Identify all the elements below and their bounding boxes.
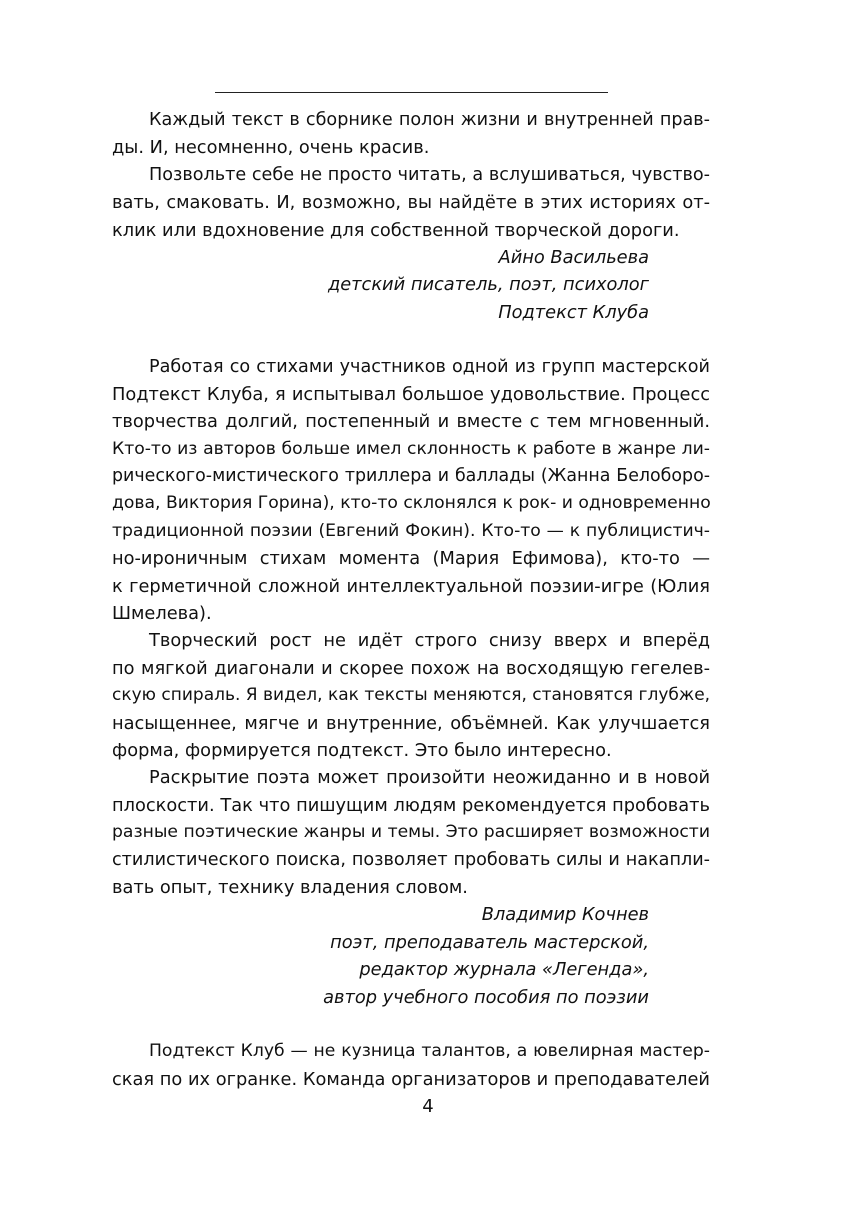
text-line: по мягкой диагонали и скорее похож на восходящую гегелев- bbox=[112, 657, 710, 679]
text-line: вать опыт, технику владения словом. bbox=[112, 876, 468, 898]
text-line: Позвольте себе не просто читать, а вслушиваться, чувство- bbox=[149, 164, 710, 185]
signature-author: Айно Васильева bbox=[498, 246, 649, 268]
signature-affiliation: Подтекст Клуба bbox=[498, 301, 649, 323]
text-line: дова, Виктория Горина), кто-то склонялся к рок- и одновременно bbox=[112, 493, 711, 514]
text-line: Раскрытие поэта может произойти неожиданно и в новой bbox=[149, 767, 710, 789]
text-line: ды. И, несомненно, очень красив. bbox=[112, 137, 430, 159]
text-line: стилистического поиска, позволяет пробовать силы и накапли- bbox=[112, 849, 710, 870]
paragraph bbox=[112, 1038, 710, 1093]
text-line: рического-мистического триллера и баллады (Жанна Белоборо- bbox=[112, 466, 710, 487]
text-line: Подтекст Клуб — не кузница талантов, а ювелирная мастер- bbox=[149, 1041, 710, 1062]
page-text bbox=[112, 107, 710, 1093]
signature bbox=[112, 244, 710, 326]
text-line: к герметичной сложной интеллектуальной поэзии-игре (Юлия bbox=[112, 575, 710, 597]
text-line: Шмелева). bbox=[112, 603, 212, 625]
paragraph bbox=[112, 354, 710, 628]
signature-role: детский писатель, поэт, психолог bbox=[327, 274, 649, 296]
text-line: но-ироничным стихам момента (Мария Ефимова), кто-то — bbox=[112, 548, 710, 570]
text-line: форма, формируется подтекст. Это было интересно. bbox=[112, 739, 612, 761]
top-rule bbox=[215, 92, 608, 93]
text-line: творчества долгий, постепенный и вместе с тем мгновенный. bbox=[112, 411, 710, 433]
text-line: скую спираль. Я видел, как тексты меняются, становятся глубже, bbox=[112, 685, 711, 706]
text-line: Кто-то из авторов больше имел склонность к работе в жанре ли- bbox=[112, 438, 710, 459]
text-line: клик или вдохновение для собственной творческой дороги. bbox=[112, 219, 680, 241]
signature bbox=[112, 901, 710, 1011]
signature-role: автор учебного пособия по поэзии bbox=[323, 986, 649, 1008]
paragraph bbox=[112, 107, 710, 162]
text-line: Работая со стихами участников одной из групп мастерской bbox=[149, 356, 710, 377]
text-line: традиционной поэзии (Евгений Фокин). Кто-то — к публицистич- bbox=[112, 520, 710, 541]
text-line: Творческий рост не идёт строго снизу вверх и вперёд bbox=[149, 630, 710, 652]
text-line: насыщеннее, мягче и внутренние, объёмней. Как улучшается bbox=[112, 712, 710, 734]
text-line: ская по их огранке. Команда организаторов и преподавателей bbox=[112, 1068, 710, 1090]
text-line: плоскости. Так что пишущим людям рекомендуется пробовать bbox=[112, 794, 710, 816]
paragraph bbox=[112, 764, 710, 901]
signature-role: редактор журнала «Легенда», bbox=[359, 959, 649, 981]
text-line: вать, смаковать. И, возможно, вы найдёте в этих историях от- bbox=[112, 192, 710, 214]
signature-author: Владимир Кочнев bbox=[481, 904, 649, 926]
page-number: 4 bbox=[422, 1096, 434, 1117]
signature-role: поэт, преподаватель мастерской, bbox=[330, 931, 649, 953]
text-line: разные поэтические жанры и темы. Это расширяет возможности bbox=[112, 822, 710, 843]
text-line: Подтекст Клуба, я испытывал большое удовольствие. Процесс bbox=[112, 383, 710, 405]
paragraph bbox=[112, 162, 710, 244]
paragraph bbox=[112, 627, 710, 764]
text-line: Каждый текст в сборнике полон жизни и внутренней прав- bbox=[149, 110, 710, 130]
